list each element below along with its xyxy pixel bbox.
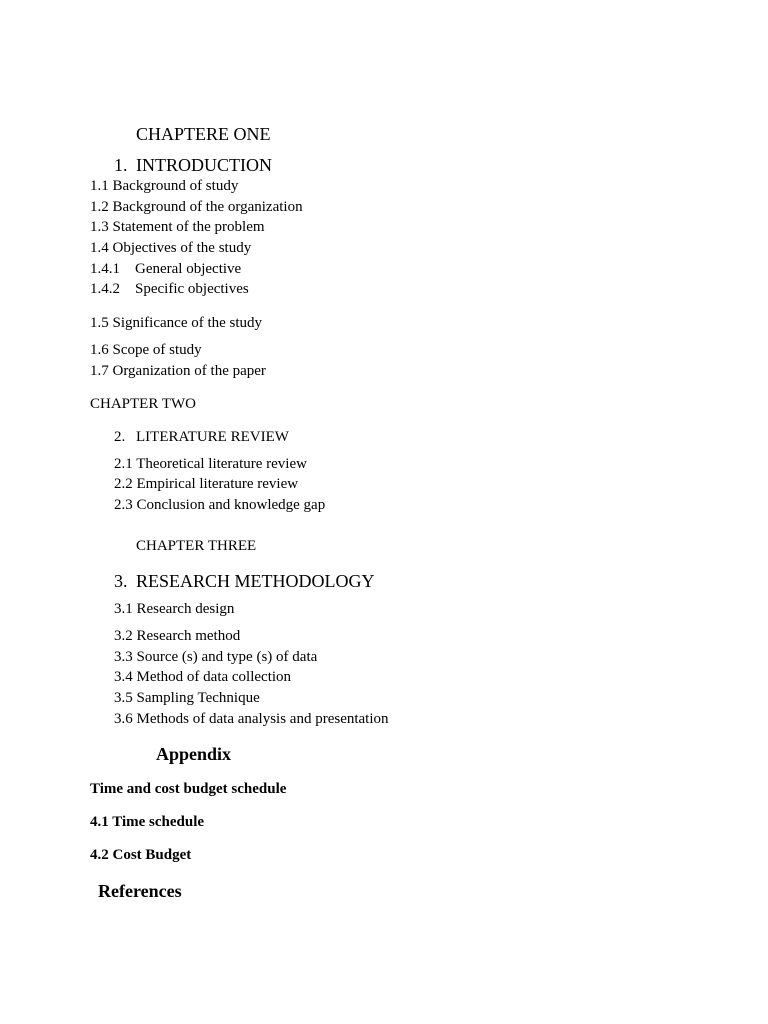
- toc-item: 2.1 Theoretical literature review: [114, 456, 307, 472]
- toc-item: 1.4 Objectives of the study: [90, 240, 252, 256]
- chapter-two-heading: CHAPTER TWO: [90, 396, 196, 412]
- toc-item: 1.1 Background of study: [90, 178, 239, 194]
- toc-item: 1.5 Significance of the study: [90, 315, 263, 331]
- chapter-three-title: [114, 572, 375, 590]
- toc-item: 1.3 Statement of the problem: [90, 219, 265, 235]
- toc-item: 1.2 Background of the organization: [90, 199, 303, 215]
- toc-sub-item-number: 1.4.2: [90, 281, 120, 297]
- chapter-two-title: [114, 430, 289, 445]
- toc-item: 1.7 Organization of the paper: [90, 363, 266, 379]
- chapter-two-title-number: 2.: [114, 429, 126, 445]
- appendix-item: 4.1 Time schedule: [90, 814, 205, 830]
- toc-item: 3.5 Sampling Technique: [114, 690, 260, 706]
- toc-item: 3.3 Source (s) and type (s) of data: [114, 649, 318, 665]
- chapter-two-title-text: LITERATURE REVIEW: [136, 429, 289, 445]
- chapter-one-heading: CHAPTERE ONE: [136, 124, 271, 144]
- chapter-one-title: [114, 156, 272, 174]
- references-heading: References: [98, 881, 182, 901]
- chapter-three-title-text: RESEARCH METHODOLOGY: [136, 571, 375, 591]
- toc-item: 3.1 Research design: [114, 601, 235, 617]
- toc-item: 3.6 Methods of data analysis and presentation: [114, 711, 389, 727]
- toc-item: 1.6 Scope of study: [90, 342, 202, 358]
- toc-sub-item-number: 1.4.1: [90, 261, 120, 277]
- toc-sub-item: [90, 282, 249, 297]
- toc-item: 2.2 Empirical literature review: [114, 476, 299, 492]
- toc-sub-item-label: General objective: [135, 261, 242, 277]
- toc-sub-item-label: Specific objectives: [135, 281, 249, 297]
- appendix-item: 4.2 Cost Budget: [90, 847, 192, 863]
- appendix-heading: Appendix: [156, 744, 232, 764]
- chapter-one-title-text: INTRODUCTION: [136, 155, 272, 175]
- toc-item: 2.3 Conclusion and knowledge gap: [114, 497, 326, 513]
- toc-sub-item: [90, 262, 241, 277]
- appendix-subtitle: Time and cost budget schedule: [90, 781, 287, 797]
- chapter-three-title-number: 3.: [114, 571, 128, 591]
- chapter-three-heading: CHAPTER THREE: [136, 538, 257, 554]
- toc-item: 3.2 Research method: [114, 628, 241, 644]
- chapter-one-title-number: 1.: [114, 155, 128, 175]
- toc-item: 3.4 Method of data collection: [114, 669, 292, 685]
